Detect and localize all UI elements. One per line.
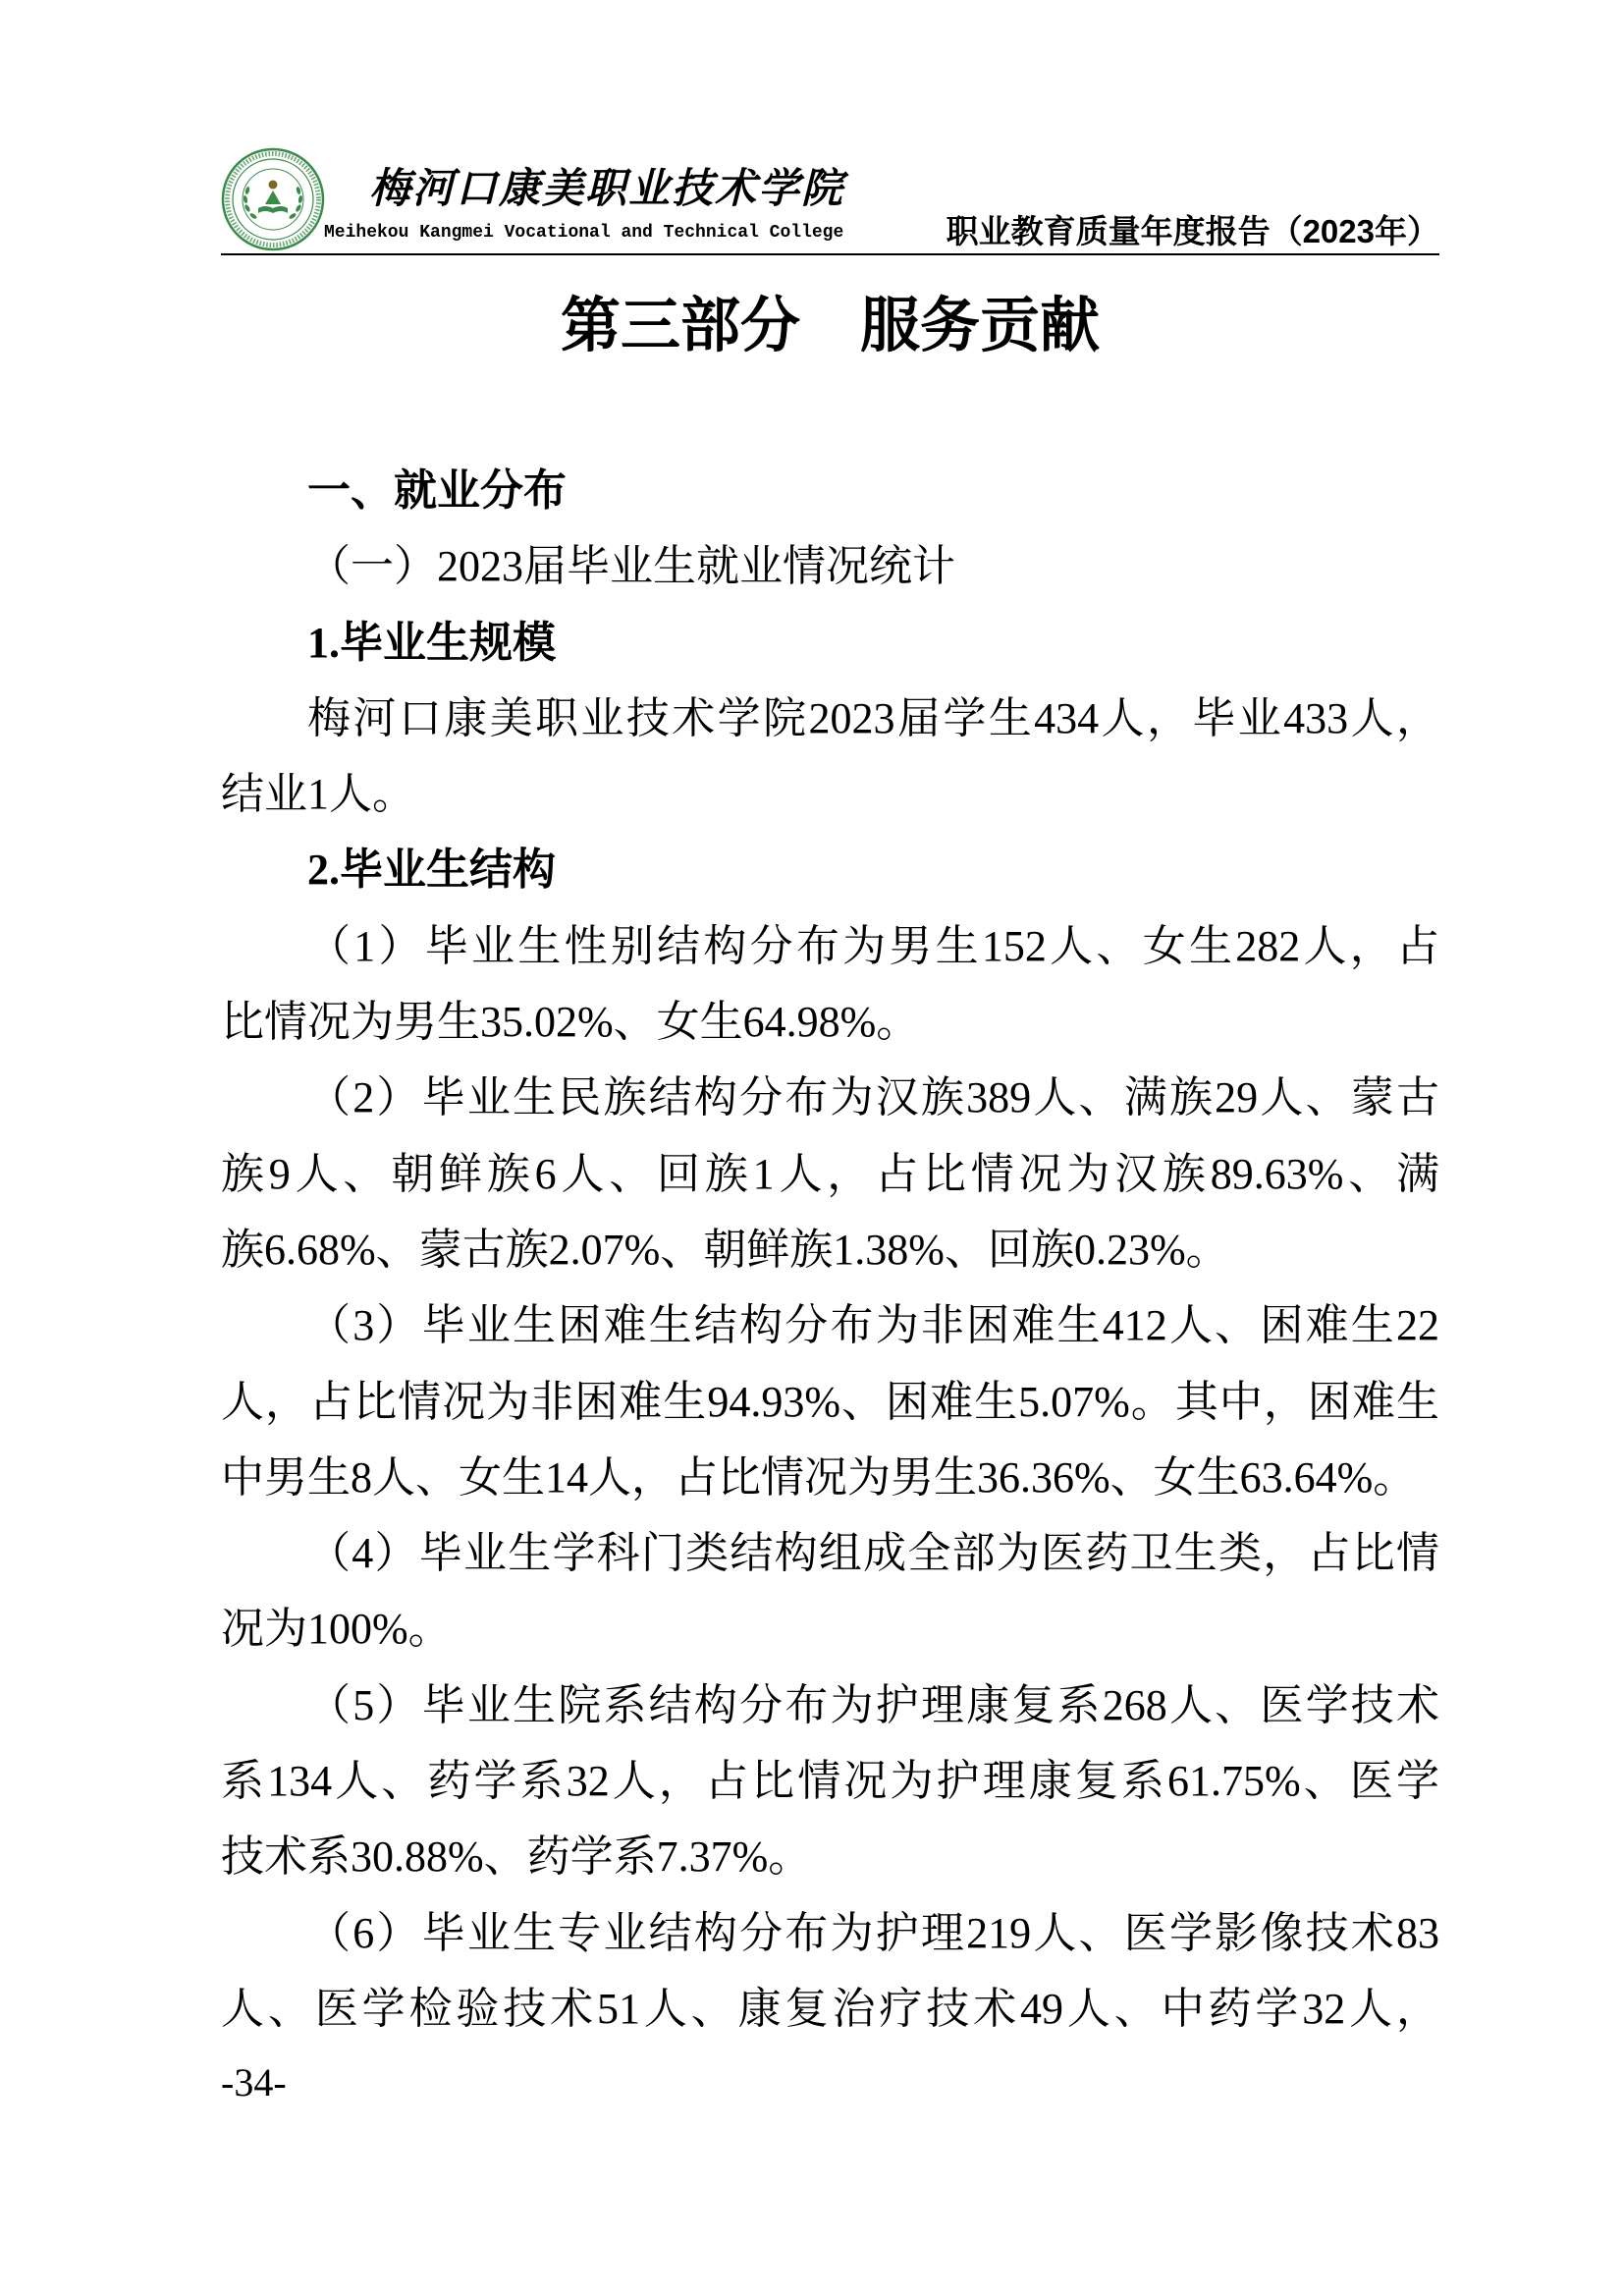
paragraph <box>221 1287 1439 1515</box>
item-heading: 1.毕业生规模 <box>307 618 556 667</box>
item-heading: 2.毕业生结构 <box>307 846 556 895</box>
paragraph-line: 中男生8人、女生14人，占比情况为男生36.36%、女生63.64%。 <box>221 1452 1417 1502</box>
paragraph-line: 系134人、药学系32人，占比情况为护理康复系61.75%、医学 <box>221 1757 1439 1806</box>
college-name-chinese: 梅河口康美职业技术学院 <box>369 164 845 212</box>
paragraph <box>221 1895 1439 2048</box>
paragraph-line: （6）毕业生专业结构分布为护理219人、医学影像技术83 <box>307 1908 1439 1957</box>
document-body <box>221 453 1439 2047</box>
paragraph-line: 梅河口康美职业技术学院2023届学生434人，毕业433人， <box>307 693 1439 742</box>
paragraph-line: 人、医学检验技术51人、康复治疗技术49人、中药学32人， <box>221 1984 1439 2033</box>
paragraph-line: 族9人、朝鲜族6人、回族1人，占比情况为汉族89.63%、满 <box>221 1149 1439 1198</box>
paragraph <box>221 1060 1439 1287</box>
page-title: 第三部分 服务贡献 <box>560 294 1100 359</box>
paragraph-line: 结业1人。 <box>221 770 415 819</box>
paragraph-line: 比情况为男生35.02%、女生64.98%。 <box>221 998 920 1047</box>
paragraph-line: （5）毕业生院系结构分布为护理康复系268人、医学技术 <box>307 1680 1439 1729</box>
page-number: -34- <box>221 2060 287 2105</box>
header-divider <box>221 253 1439 255</box>
paragraph <box>221 908 1439 1061</box>
paragraph-line: （4）毕业生学科门类结构组成全部为医药卫生类，占比情 <box>307 1529 1439 1578</box>
college-seal-graphic <box>221 147 325 251</box>
paragraph-line: （1）毕业生性别结构分布为男生152人、女生282人，占 <box>307 921 1439 970</box>
emblem-head <box>269 181 278 190</box>
paragraph-line: 族6.68%、蒙古族2.07%、朝鲜族1.38%、回族0.23%。 <box>221 1225 1229 1274</box>
paragraph-line: 技术系30.88%、药学系7.37%。 <box>221 1832 812 1882</box>
college-name-english: Meihekou Kangmei Vocational and Technical College <box>324 223 844 243</box>
paragraph-line: 况为100%。 <box>221 1605 452 1654</box>
subsection-heading: （一）2023届毕业生就业情况统计 <box>307 542 955 591</box>
paragraph-line: （2）毕业生民族结构分布为汉族389人、满族29人、蒙古 <box>307 1073 1439 1122</box>
college-logo <box>221 147 325 251</box>
paragraph <box>221 1667 1439 1895</box>
section-heading: 一、就业分布 <box>307 465 567 516</box>
paragraph <box>221 681 1439 833</box>
paragraph <box>221 1515 1439 1667</box>
report-title: 职业教育质量年度报告（2023年） <box>946 213 1439 249</box>
paragraph-line: 人，占比情况为非困难生94.93%、困难生5.07%。其中，困难生 <box>221 1377 1439 1426</box>
paragraph-line: （3）毕业生困难生结构分布为非困难生412人、困难生22 <box>307 1301 1439 1350</box>
